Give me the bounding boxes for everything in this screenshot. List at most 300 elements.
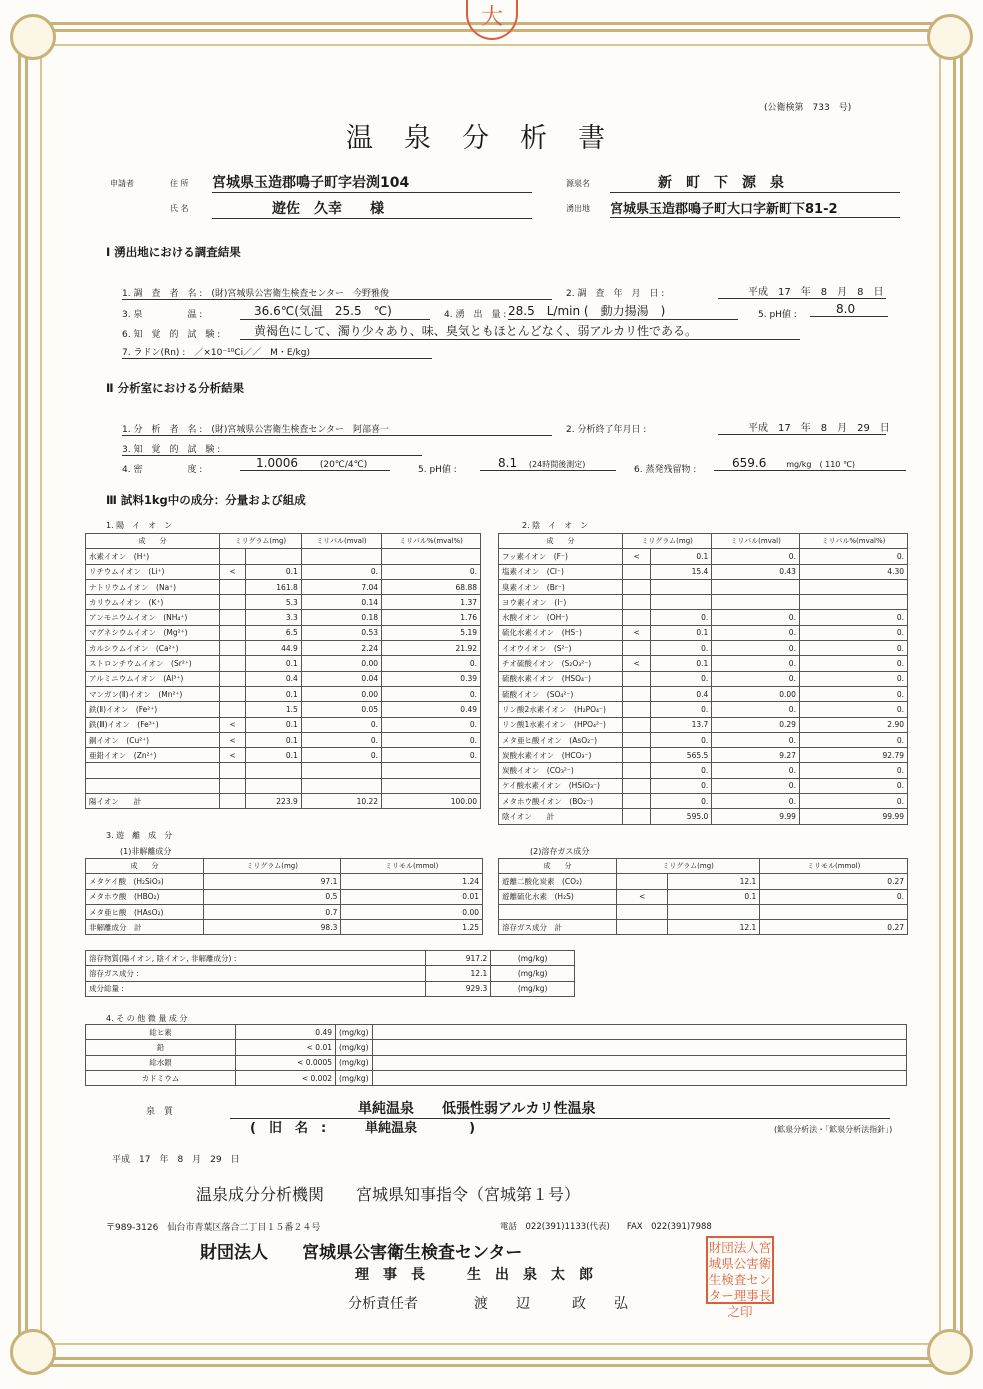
corner-ornament-icon [927, 1329, 973, 1375]
anion-title: 2. 陰 イ オ ン [522, 521, 589, 530]
applicant-name: 遊佐 久幸 様 [212, 198, 532, 219]
anion-row [499, 549, 908, 564]
cation-row-cell: 2.24 [301, 641, 381, 656]
nondiss-row-cell: メタ亜ヒ酸 (HAsO₂) [86, 904, 204, 919]
totals-row [86, 951, 575, 966]
cation-row [86, 671, 481, 686]
trace-row-cell: 総ヒ素 [86, 1025, 236, 1040]
anion-row-cell [623, 778, 651, 793]
cation-row-cell: < [220, 717, 246, 732]
cation-row-cell [220, 641, 246, 656]
anion-row [499, 595, 908, 610]
totals-row-cell: (mg/kg) [491, 981, 575, 996]
cation-row-cell: 21.92 [382, 641, 481, 656]
applicant-label: 申請者 [110, 179, 134, 188]
corner-ornament-icon [10, 14, 56, 60]
surveyor: 1. 調 査 者 名 : (財)宮城県公害衛生検査センター 今野雅俊 [122, 286, 552, 300]
gas-row-cell [499, 904, 617, 919]
cation-row-cell: 0.1 [246, 748, 302, 763]
ph-lab-label: 5. pH値 : [418, 465, 457, 475]
anion-row-cell: 99.99 [799, 809, 907, 824]
anion-row-cell: 0. [651, 671, 712, 686]
anion-row-cell: 0.29 [712, 717, 800, 732]
trace-row-cell: カドミウム [86, 1070, 236, 1085]
cation-row [86, 579, 481, 594]
cation-row-cell: 161.8 [246, 579, 302, 594]
anion-header: 成 分 [499, 534, 623, 549]
gas-title: (2)溶存ガス成分 [530, 847, 590, 856]
gas-row-cell: < [617, 889, 668, 904]
anion-row-cell: 0. [712, 778, 800, 793]
cation-row-cell [220, 579, 246, 594]
density-value: 1.0006 [256, 456, 298, 470]
cation-row-cell: 0.1 [246, 564, 302, 579]
nondiss-row-cell: 0.7 [204, 904, 341, 919]
totals-row [86, 981, 575, 996]
cation-row-cell: 0. [382, 656, 481, 671]
anion-row-cell: 0. [799, 610, 907, 625]
anion-row [499, 794, 908, 809]
anion-row-cell: 硫化水素イオン (HS⁻) [499, 625, 623, 640]
cation-row-cell: 5.19 [382, 625, 481, 640]
cation-row-cell: 68.88 [382, 579, 481, 594]
cation-header: ミリバル%(mval%) [382, 534, 481, 549]
anion-row [499, 702, 908, 717]
cation-header: 成 分 [86, 534, 220, 549]
cation-row-cell: 0. [382, 717, 481, 732]
trace-row-cell: < 0.002 [236, 1070, 336, 1085]
cation-row-cell: ストロンチウムイオン (Sr²⁺) [86, 656, 220, 671]
anion-row [499, 610, 908, 625]
organization-name: 財団法人 宮城県公害衛生検査センター [200, 1243, 523, 1263]
anion-header: ミリバル(mval) [712, 534, 800, 549]
gas-row-cell: 遊離硫化水素 (H₂S) [499, 889, 617, 904]
anion-row-cell: 565.5 [651, 748, 712, 763]
anion-row-cell [651, 595, 712, 610]
cation-row [86, 564, 481, 579]
totals-row-cell: 12.1 [426, 966, 491, 981]
trace-row-cell: 0.49 [236, 1025, 336, 1040]
page-title: 温 泉 分 析 書 [346, 123, 607, 154]
anion-row-cell [712, 595, 800, 610]
cation-row-cell: 水素イオン (H⁺) [86, 549, 220, 564]
residue-unit: mg/kg ( 110 ℃) [786, 460, 856, 469]
gas-row-cell: 遊離二酸化炭素 (CO₂) [499, 874, 617, 889]
cation-row-cell: 0.4 [246, 671, 302, 686]
cation-row-cell: 亜鉛イオン (Zn²⁺) [86, 748, 220, 763]
cation-row-cell: < [220, 564, 246, 579]
ph-lab-row [480, 456, 616, 471]
nondiss-row-cell: 97.1 [204, 874, 341, 889]
anion-row-cell: 0.1 [651, 625, 712, 640]
nondiss-header: 成 分 [86, 859, 204, 874]
cation-row-cell: 3.3 [246, 610, 302, 625]
anion-row-cell: 0. [651, 732, 712, 747]
anion-row-cell: 0. [712, 610, 800, 625]
anion-row-cell: 0. [799, 686, 907, 701]
anion-row-cell [623, 641, 651, 656]
quality-label: 泉 質 [146, 1107, 174, 1117]
cation-row-cell: 6.5 [246, 625, 302, 640]
anion-row-cell [623, 717, 651, 732]
cation-row-cell: 1.5 [246, 702, 302, 717]
trace-table [85, 1024, 907, 1086]
anion-row [499, 641, 908, 656]
spring-temp-label: 3. 泉 温 : [122, 310, 203, 320]
anion-row [499, 656, 908, 671]
trace-row-cell [372, 1040, 906, 1055]
cation-row-cell [382, 549, 481, 564]
cation-table [85, 533, 481, 809]
anion-row-cell: 塩素イオン (Cl⁻) [499, 564, 623, 579]
address-label: 住 所 [170, 179, 189, 188]
anion-row-cell [623, 671, 651, 686]
ph-lab-value: 8.1 [498, 456, 518, 470]
cation-row-cell: アンモニウムイオン (NH₄⁺) [86, 610, 220, 625]
anion-row-cell: 水酸イオン (OH⁻) [499, 610, 623, 625]
nondiss-row-cell: 1.24 [341, 874, 483, 889]
trace-row-cell: 総水銀 [86, 1055, 236, 1070]
anion-row-cell: < [623, 549, 651, 564]
source-label: 源泉名 [566, 179, 590, 188]
anion-row-cell: 9.27 [712, 748, 800, 763]
cation-row-cell [220, 595, 246, 610]
cation-row [86, 732, 481, 747]
density-label: 4. 密 度 : [122, 465, 203, 475]
cation-row-cell: 0. [382, 564, 481, 579]
trace-row [86, 1070, 907, 1085]
gas-row-cell: 12.1 [668, 874, 760, 889]
cation-row [86, 763, 481, 778]
nondiss-row [86, 904, 483, 919]
anion-row-cell: 0. [799, 641, 907, 656]
cation-row-cell: 0. [301, 564, 381, 579]
cation-header: ミリグラム(mg) [220, 534, 302, 549]
anion-row-cell [623, 610, 651, 625]
ph-label: 5. pH値 : [758, 310, 797, 320]
radon: 7. ラドン(Rn) : ／×10⁻¹⁰Ci／／ M・E/kg) [122, 345, 432, 359]
density-row [240, 456, 390, 471]
gas-header: ミリモル(mmol) [760, 859, 908, 874]
gas-row-cell: 溶存ガス成分 計 [499, 920, 617, 935]
cation-row-cell: 鉄(Ⅱ)イオン (Fe²⁺) [86, 702, 220, 717]
anion-row-cell: < [623, 656, 651, 671]
cation-row [86, 794, 481, 809]
anion-row-cell [623, 809, 651, 824]
anion-row-cell: 9.99 [712, 809, 800, 824]
anion-row-cell: 炭酸イオン (CO₃²⁻) [499, 763, 623, 778]
trace-row-cell: 鉛 [86, 1040, 236, 1055]
cation-row-cell [220, 610, 246, 625]
anion-row [499, 763, 908, 778]
analysis-date-label: 2. 分析終了年月日 : [566, 425, 647, 435]
totals-row-cell: 929.3 [426, 981, 491, 996]
anion-row-cell: 0. [799, 763, 907, 778]
cation-row-cell: 0.1 [246, 732, 302, 747]
cation-row-cell: 1.37 [382, 595, 481, 610]
ph-value: 8.0 [810, 302, 888, 317]
cation-row-cell: 1.76 [382, 610, 481, 625]
anion-row [499, 686, 908, 701]
nondiss-title: (1)非解離成分 [120, 847, 172, 856]
anion-row-cell: 4.30 [799, 564, 907, 579]
anion-row-cell: 0. [712, 641, 800, 656]
anion-row-cell: 13.7 [651, 717, 712, 732]
cation-row-cell [246, 549, 302, 564]
analysis-date: 平成 17 年 8 月 29 日 [718, 419, 886, 435]
gas-row-cell: 12.1 [668, 920, 760, 935]
anion-row-cell: リン酸2水素イオン (H₂PO₄⁻) [499, 702, 623, 717]
gas-row [499, 904, 908, 919]
gas-row-cell [617, 874, 668, 889]
anion-header: ミリグラム(mg) [623, 534, 712, 549]
cation-row [86, 549, 481, 564]
nondiss-table [85, 858, 483, 935]
trace-row-cell: (mg/kg) [336, 1055, 373, 1070]
anion-row-cell [623, 564, 651, 579]
totals-row-cell: (mg/kg) [491, 951, 575, 966]
section-2-title: Ⅱ 分析室における分析結果 [106, 381, 245, 395]
gas-row-cell: 0. [760, 889, 908, 904]
anion-row-cell: 2.90 [799, 717, 907, 732]
anion-row-cell: 0. [712, 794, 800, 809]
anion-row-cell [623, 579, 651, 594]
anion-row-cell: ケイ酸水素イオン (HSiO₃⁻) [499, 778, 623, 793]
cation-row-cell [246, 763, 302, 778]
cation-row-cell [246, 778, 302, 793]
gas-row [499, 889, 908, 904]
anion-row-cell: 0.00 [712, 686, 800, 701]
flow-label: 4. 湧 出 量 : [444, 310, 507, 320]
gas-row-cell [617, 920, 668, 935]
cation-row-cell: 0. [382, 748, 481, 763]
nondiss-row-cell: 98.3 [204, 920, 341, 935]
cation-row-cell [220, 794, 246, 809]
anion-row-cell: 0. [712, 549, 800, 564]
anion-row [499, 671, 908, 686]
anion-row-cell: 0. [799, 656, 907, 671]
cation-row [86, 595, 481, 610]
cation-row-cell [301, 763, 381, 778]
quality-method-note: (鉱泉分析法・「鉱泉分析法指針」) [774, 1125, 893, 1134]
totals-row-cell: 成分総量 : [86, 981, 426, 996]
gas-row-cell: 0.27 [760, 874, 908, 889]
cation-row-cell: 0.49 [382, 702, 481, 717]
anion-row-cell: 0.43 [712, 564, 800, 579]
totals-table [85, 950, 575, 997]
cation-row-cell [220, 702, 246, 717]
cation-row-cell: 0.1 [246, 656, 302, 671]
anion-row-cell: ヨウ素イオン (I⁻) [499, 595, 623, 610]
cation-row-cell: 0.14 [301, 595, 381, 610]
anion-row [499, 732, 908, 747]
trace-row-cell [372, 1055, 906, 1070]
anion-row-cell: 595.0 [651, 809, 712, 824]
anion-table [498, 533, 908, 825]
cation-row-cell: 0.00 [301, 656, 381, 671]
anion-header: ミリバル%(mval%) [799, 534, 907, 549]
anion-row [499, 625, 908, 640]
anion-row-cell: 0. [651, 641, 712, 656]
cation-row-cell [220, 686, 246, 701]
anion-row-cell: 炭酸水素イオン (HCO₃⁻) [499, 748, 623, 763]
cation-row-cell: 5.3 [246, 595, 302, 610]
anion-row-cell: 0.1 [651, 656, 712, 671]
anion-row-cell [712, 579, 800, 594]
anion-row-cell: 臭素イオン (Br⁻) [499, 579, 623, 594]
anion-row-cell: リン酸1水素イオン (HPO₄²⁻) [499, 717, 623, 732]
cation-row-cell: ナトリウムイオン (Na⁺) [86, 579, 220, 594]
anion-row-cell [623, 702, 651, 717]
anion-row-cell: 0. [651, 702, 712, 717]
cation-row-cell: マグネシウムイオン (Mg²⁺) [86, 625, 220, 640]
gas-row-cell [760, 904, 908, 919]
cation-row-cell [382, 763, 481, 778]
gas-row-cell [617, 904, 668, 919]
cation-row [86, 625, 481, 640]
nondiss-row-cell: 0.5 [204, 889, 341, 904]
corner-ornament-icon [10, 1329, 56, 1375]
director-name: 理 事 長 生 出 泉 太 郎 [355, 1267, 593, 1283]
postal-address: 〒989-3126 仙台市青葉区落合二丁目１５番２４号 [106, 1223, 321, 1233]
cation-row-cell: 10.22 [301, 794, 381, 809]
cation-row-cell: 7.04 [301, 579, 381, 594]
totals-row-cell: (mg/kg) [491, 966, 575, 981]
gas-row [499, 874, 908, 889]
gas-table [498, 858, 908, 935]
anion-row-cell: 0. [712, 702, 800, 717]
origin-location: 宮城県玉造郡鳴子町大口字新町下81-2 [610, 198, 900, 218]
anion-row-cell: 0. [651, 794, 712, 809]
anion-row-cell: 0. [799, 732, 907, 747]
anion-row-cell [623, 748, 651, 763]
cation-row-cell: 0.1 [246, 717, 302, 732]
cation-row-cell [86, 763, 220, 778]
cation-row-cell [382, 778, 481, 793]
cation-row-cell [220, 625, 246, 640]
survey-date-label: 2. 調 査 年 月 日 : [566, 289, 665, 299]
nondiss-row-cell: 非解離成分 計 [86, 920, 204, 935]
anion-row [499, 748, 908, 763]
name-label: 氏 名 [170, 204, 189, 213]
anion-row-cell: 0. [651, 778, 712, 793]
anion-row-cell [799, 579, 907, 594]
trace-row-cell [372, 1070, 906, 1085]
anion-row-cell: 0. [712, 763, 800, 778]
totals-row-cell: 917.2 [426, 951, 491, 966]
cation-row-cell: 0. [382, 686, 481, 701]
responsible-analyst: 分析責任者 渡 辺 政 弘 [348, 1296, 628, 1312]
totals-row-cell: 溶存ガス成分 : [86, 966, 426, 981]
cation-row-cell: 0.00 [301, 686, 381, 701]
gas-row [499, 920, 908, 935]
trace-row-cell: (mg/kg) [336, 1040, 373, 1055]
spring-temp: 36.6℃(気温 25.5 ℃) [240, 302, 430, 320]
nondiss-header: ミリグラム(mg) [204, 859, 341, 874]
anion-row [499, 778, 908, 793]
nondiss-row [86, 889, 483, 904]
trace-row-cell: < 0.0005 [236, 1055, 336, 1070]
cation-row-cell: 44.9 [246, 641, 302, 656]
cation-row-cell: 鉄(Ⅲ)イオン (Fe³⁺) [86, 717, 220, 732]
nondiss-row [86, 874, 483, 889]
cation-row-cell: 0.1 [246, 686, 302, 701]
cation-header: ミリバル(mval) [301, 534, 381, 549]
origin-label: 湧出地 [566, 204, 590, 213]
official-stamp: 財団法人宮城県公害衛生検査センター理事長之印 [706, 1236, 774, 1304]
anion-row-cell: 0. [799, 794, 907, 809]
nondiss-row-cell: 0.01 [341, 889, 483, 904]
anion-row-cell: 0. [799, 702, 907, 717]
anion-row-cell: 0. [651, 763, 712, 778]
nondiss-row-cell: 1.25 [341, 920, 483, 935]
anion-row-cell [623, 686, 651, 701]
anion-row [499, 717, 908, 732]
cation-row-cell: 0.05 [301, 702, 381, 717]
anion-row-cell [623, 732, 651, 747]
cation-row-cell: 0.18 [301, 610, 381, 625]
cation-row-cell [301, 778, 381, 793]
gas-header: ミリグラム(mg) [617, 859, 760, 874]
issue-date: 平成 17 年 8 月 29 日 [112, 1155, 240, 1165]
cation-title: 1. 陽 イ オ ン [106, 521, 173, 530]
cation-row-cell [220, 549, 246, 564]
anion-row-cell: 0. [799, 778, 907, 793]
gas-header: 成 分 [499, 859, 617, 874]
agency-line: 温泉成分分析機関 宮城県知事指令（宮城第１号） [196, 1185, 581, 1204]
anion-row-cell: 0.1 [651, 549, 712, 564]
cation-row-cell: 223.9 [246, 794, 302, 809]
nondiss-row-cell: 0.00 [341, 904, 483, 919]
anion-row-cell: 15.4 [651, 564, 712, 579]
anion-row [499, 579, 908, 594]
approval-number: (公衛検第 733 号) [764, 103, 852, 113]
anion-row-cell: 0. [712, 671, 800, 686]
anion-row-cell: 92.79 [799, 748, 907, 763]
anion-row-cell: 陰イオン 計 [499, 809, 623, 824]
cation-row-cell: 0.53 [301, 625, 381, 640]
cation-row-cell: マンガン(Ⅱ)イオン (Mn²⁺) [86, 686, 220, 701]
trace-row-cell: < 0.01 [236, 1040, 336, 1055]
cation-row-cell: リチウムイオン (Li⁺) [86, 564, 220, 579]
anion-row [499, 564, 908, 579]
cation-row-cell [220, 763, 246, 778]
cation-row [86, 717, 481, 732]
anion-row-cell: イオウイオン (S²⁻) [499, 641, 623, 656]
nondiss-row-cell: メタケイ酸 (H₂SiO₃) [86, 874, 204, 889]
cation-row-cell: カルシウムイオン (Ca²⁺) [86, 641, 220, 656]
cation-row-cell: 0. [301, 717, 381, 732]
cation-row [86, 686, 481, 701]
cation-row-cell: 0.04 [301, 671, 381, 686]
anion-row-cell: 0. [712, 732, 800, 747]
anion-row-cell: チオ硫酸イオン (S₂O₃²⁻) [499, 656, 623, 671]
residue-row [714, 456, 906, 471]
anion-row-cell: 0. [712, 625, 800, 640]
trace-row-cell: (mg/kg) [336, 1070, 373, 1085]
trace-row-cell [372, 1025, 906, 1040]
gas-row-cell [668, 904, 760, 919]
totals-row [86, 966, 575, 981]
top-seal-icon: 大 [466, 0, 518, 40]
cation-row-cell: 0.39 [382, 671, 481, 686]
cation-row-cell: 0. [301, 732, 381, 747]
anion-row-cell: 0.4 [651, 686, 712, 701]
density-unit: (20℃/4℃) [319, 460, 368, 470]
sensory-2-label: 3. 知 覚 的 試 験 : [122, 442, 422, 456]
trace-title: 4. そ の 他 微 量 成 分 [106, 1014, 188, 1023]
anion-row-cell: フッ素イオン (F⁻) [499, 549, 623, 564]
